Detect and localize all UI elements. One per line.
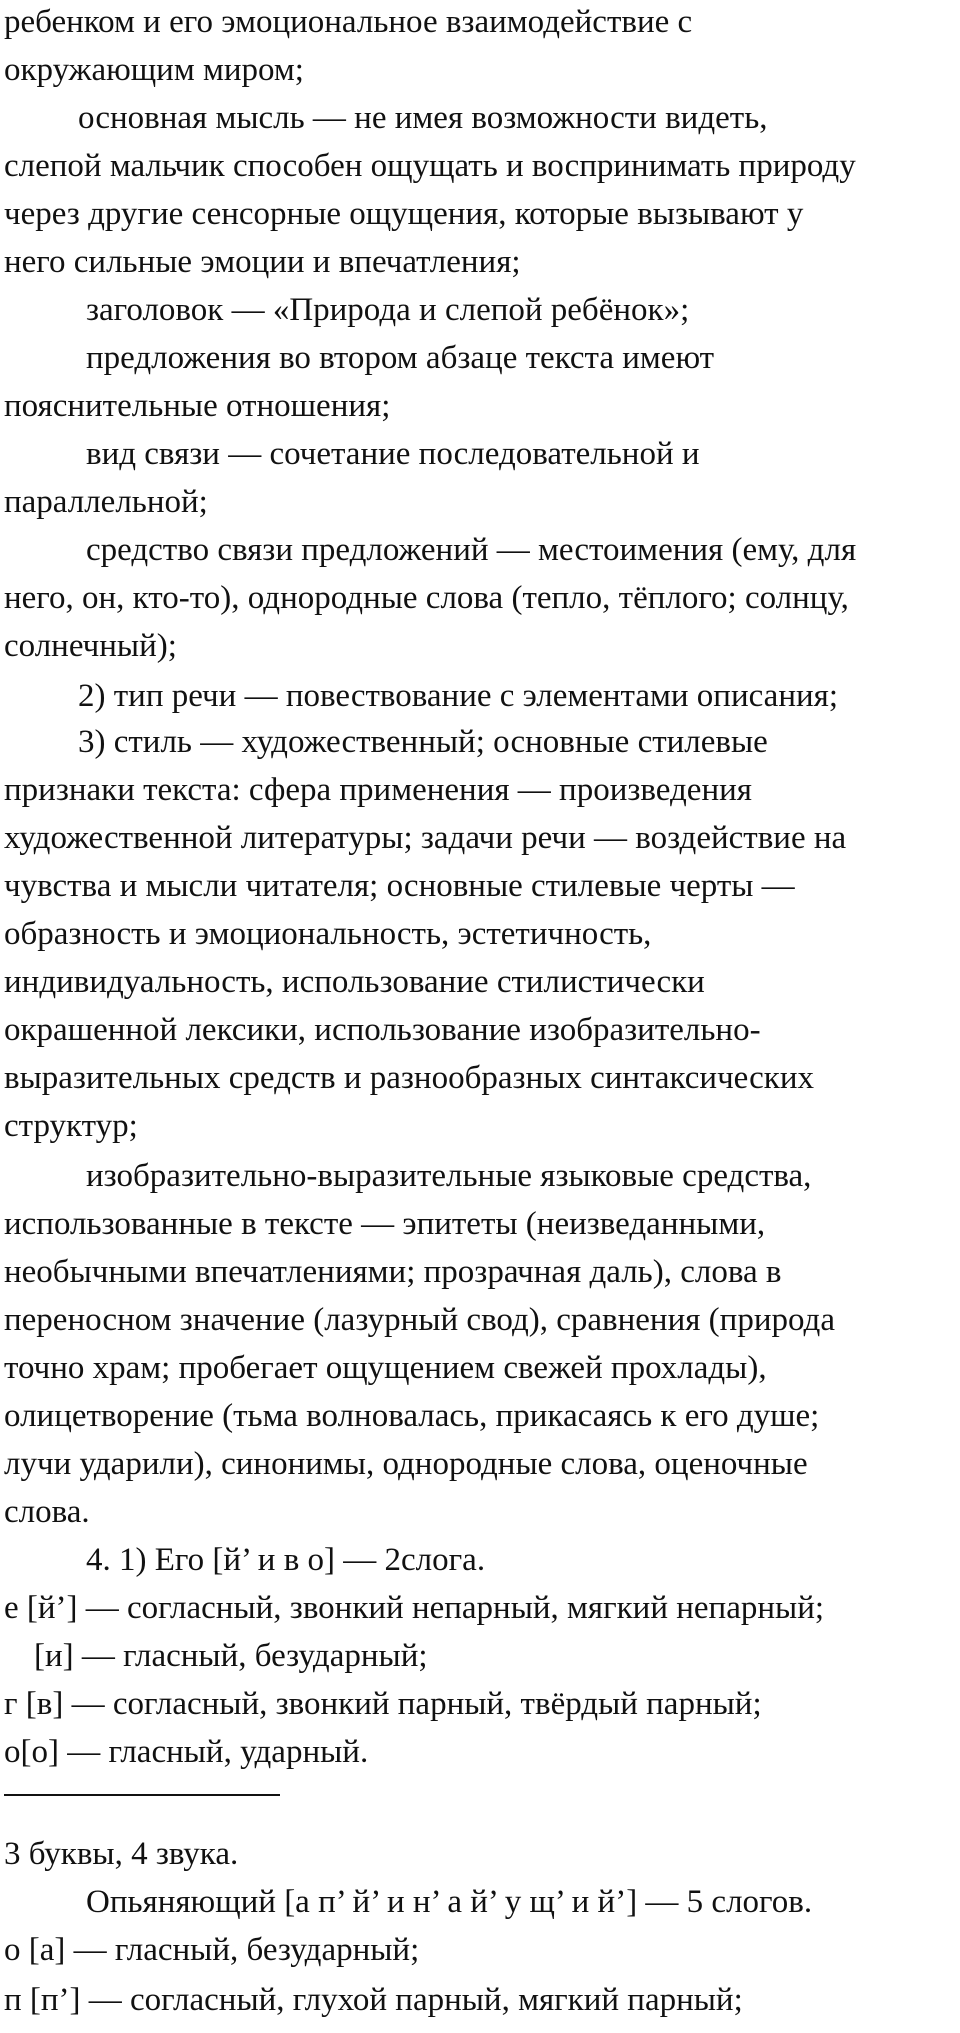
text-line: 4. 1) Его [й’ и в о] — 2слога. [86,1542,486,1578]
text-line: [и] — гласный, безударный; [34,1638,428,1674]
text-line: солнечный); [4,628,177,664]
text-line: признаки текста: сфера применения — произведения [4,772,752,808]
text-line: параллельной; [4,484,208,520]
footnote-divider [4,1794,280,1796]
text-line: средство связи предложений — местоимения (ему, для [86,532,857,568]
text-line: олицетворение (тьма волновалась, прикасаясь к его душе; [4,1398,820,1434]
text-line: п [п’] — согласный, глухой парный, мягкий парный; [4,1982,743,2018]
text-line: Опьяняющий [а п’ й’ и н’ а й’ у щ’ и й’] — 5 слогов. [86,1884,813,1920]
text-line: необычными впечатлениями; прозрачная даль), слова в [4,1254,782,1290]
text-line: через другие сенсорные ощущения, которые вызывают у [4,196,804,232]
text-line: слепой мальчик способен ощущать и воспринимать природу [4,148,856,184]
text-line: 3) стиль — художественный; основные стилевые [78,724,768,760]
text-line: основная мысль — не имея возможности видеть, [78,100,768,136]
text-line: г [в] — согласный, звонкий парный, твёрдый парный; [4,1686,762,1722]
text-line: е [й’] — согласный, звонкий непарный, мягкий непарный; [4,1590,825,1626]
text-line: него, он, кто-то), однородные слова (тепло, тёплого; солнцу, [4,580,849,616]
text-line: 2) тип речи — повествование с элементами описания; [78,678,838,714]
text-line: использованные в тексте — эпитеты (неизведанными, [4,1206,766,1242]
text-line: пояснительные отношения; [4,388,391,424]
text-line: образность и эмоциональность, эстетичность, [4,916,652,952]
text-line: заголовок — «Природа и слепой ребёнок»; [86,292,690,328]
text-line: окрашенной лексики, использование изобразительно- [4,1012,761,1048]
text-line: переносном значение (лазурный свод), сравнения (природа [4,1302,835,1338]
text-line: изобразительно-выразительные языковые средства, [86,1158,812,1194]
text-line: индивидуальность, использование стилистически [4,964,705,1000]
text-line: точно храм; пробегает ощущением свежей прохлады), [4,1350,767,1386]
text-line: лучи ударили), синонимы, однородные слова, оценочные [4,1446,808,1482]
text-line: чувства и мысли читателя; основные стилевые черты — [4,868,795,904]
text-line: окружающим миром; [4,52,304,88]
text-line: него сильные эмоции и впечатления; [4,244,521,280]
text-line: выразительных средств и разнообразных синтаксических [4,1060,814,1096]
text-line: предложения во втором абзаце текста имеют [86,340,715,376]
text-line: структур; [4,1108,138,1144]
text-line: о [а] — гласный, безударный; [4,1932,420,1968]
text-line: слова. [4,1494,90,1530]
text-line: ребенком и его эмоциональное взаимодействие с [4,4,693,40]
text-line: художественной литературы; задачи речи — воздействие на [4,820,847,856]
text-line: 3 буквы, 4 звука. [4,1836,239,1872]
text-line: о[о] — гласный, ударный. [4,1734,369,1770]
text-line: вид связи — сочетание последовательной и [86,436,700,472]
